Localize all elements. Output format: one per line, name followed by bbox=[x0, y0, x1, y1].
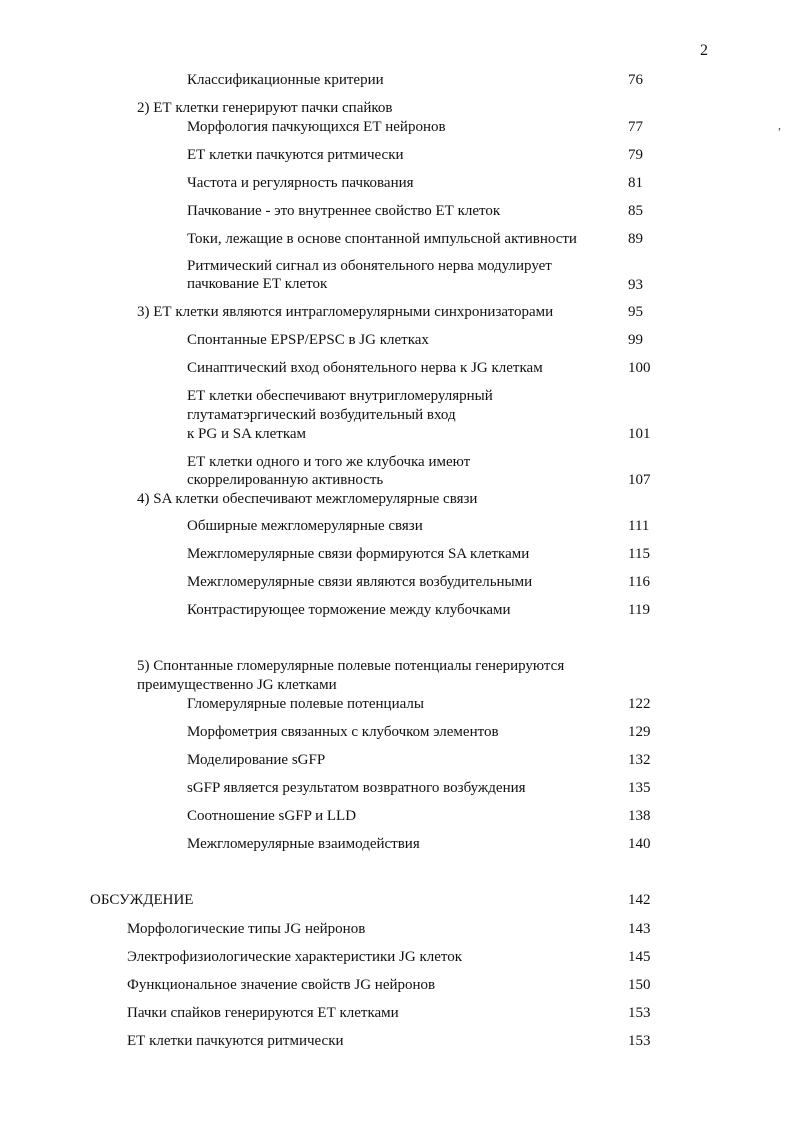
toc-entry-title: Межгломерулярные связи формируются SA клетками bbox=[187, 546, 530, 562]
toc-entry-title: Морфология пачкующихся ЕТ нейронов bbox=[187, 119, 446, 135]
toc-entry-page: 95 bbox=[628, 304, 643, 320]
toc-entry-page: 76 bbox=[628, 72, 643, 88]
toc-entry-title: Частота и регулярность пачкования bbox=[187, 175, 414, 191]
toc-entry-title: ЕТ клетки пачкуются ритмически bbox=[187, 147, 404, 163]
toc-entry-page: 153 bbox=[628, 1005, 651, 1021]
toc-entry-title: Обширные межгломерулярные связи bbox=[187, 518, 423, 534]
stray-mark: , bbox=[778, 118, 781, 132]
toc-entry-title: ЕТ клетки пачкуются ритмически bbox=[127, 1033, 344, 1049]
toc-entry-title: Соотношение sGFP и LLD bbox=[187, 808, 357, 824]
toc-entry-page: 100 bbox=[628, 360, 651, 376]
toc-entry-page: 111 bbox=[628, 518, 650, 534]
toc-entry-title: Морфологические типы JG нейронов bbox=[127, 921, 366, 937]
toc-entry-page: 77 bbox=[628, 119, 643, 135]
toc-entry-title: Спонтанные EPSP/EPSC в JG клетках bbox=[187, 332, 429, 348]
toc-entry-page: 101 bbox=[628, 426, 651, 442]
toc-entry-page: 143 bbox=[628, 921, 651, 937]
toc-entry-page: 89 bbox=[628, 231, 643, 247]
toc-entry-title: ЕТ клетки обеспечивают внутригломерулярный bbox=[187, 388, 493, 404]
toc-entry-title: Электрофизиологические характеристики JG клеток bbox=[127, 949, 463, 965]
toc-entry-page: 79 bbox=[628, 147, 643, 163]
page-number: 2 bbox=[700, 42, 708, 59]
toc-entry-title: Функциональное значение свойств JG нейронов bbox=[127, 977, 436, 993]
toc-section-heading: 4) SA клетки обеспечивают межгломерулярные связи bbox=[137, 491, 478, 507]
toc-entry-page: 85 bbox=[628, 203, 643, 219]
toc-entry-title-continued: пачкование ЕТ клеток bbox=[187, 276, 328, 292]
toc-section-heading: 5) Спонтанные гломерулярные полевые потенциалы генерируются bbox=[137, 658, 565, 674]
toc-entry-title: ЕТ клетки одного и того же клубочка имеют bbox=[187, 454, 471, 470]
toc-entry-title: Токи, лежащие в основе спонтанной импульсной активности bbox=[187, 231, 577, 247]
toc-entry-title: Моделирование sGFP bbox=[187, 752, 326, 768]
toc-entry-page: 93 bbox=[628, 277, 643, 293]
toc-entry-page: 138 bbox=[628, 808, 651, 824]
toc-entry-title: Контрастирующее торможение между клубочками bbox=[187, 602, 511, 618]
toc-entry-title: Межгломерулярные связи являются возбудительными bbox=[187, 574, 533, 590]
toc-entry-title: Классификационные критерии bbox=[187, 72, 384, 88]
toc-entry-title: sGFP является результатом возвратного возбуждения bbox=[187, 780, 526, 796]
toc-entry-title: Ритмический сигнал из обонятельного нерва модулирует bbox=[187, 258, 552, 274]
toc-entry-page: 150 bbox=[628, 977, 651, 993]
toc-entry-page: 115 bbox=[628, 546, 650, 562]
toc-entry-title: Морфометрия связанных с клубочком элементов bbox=[187, 724, 499, 740]
toc-entry-page: 140 bbox=[628, 836, 651, 852]
toc-entry-page: 116 bbox=[628, 574, 650, 590]
toc-entry-page: 145 bbox=[628, 949, 651, 965]
toc-section-heading-continued: преимущественно JG клетками bbox=[137, 677, 337, 693]
toc-entry-page: 142 bbox=[628, 892, 651, 908]
toc-entry-page: 135 bbox=[628, 780, 651, 796]
toc-entry-page: 132 bbox=[628, 752, 651, 768]
toc-entry-title-continued: к PG и SA клеткам bbox=[187, 426, 307, 442]
toc-entry-title: Пачкование - это внутреннее свойство ЕТ клеток bbox=[187, 203, 501, 219]
toc-entry-page: 153 bbox=[628, 1033, 651, 1049]
toc-entry-title: Синаптический вход обонятельного нерва к JG клеткам bbox=[187, 360, 543, 376]
toc-entry-page: 119 bbox=[628, 602, 650, 618]
toc-section-heading: 3) ЕТ клетки являются интрагломерулярными синхронизаторами bbox=[137, 304, 554, 320]
toc-section-heading: 2) ЕТ клетки генерируют пачки спайков bbox=[137, 100, 393, 116]
toc-entry-title: Гломерулярные полевые потенциалы bbox=[187, 696, 424, 712]
toc-entry-page: 129 bbox=[628, 724, 651, 740]
toc-entry-page: 81 bbox=[628, 175, 643, 191]
toc-entry-title-continued: скоррелированную активность bbox=[187, 472, 384, 488]
toc-chapter-heading: ОБСУЖДЕНИЕ bbox=[90, 892, 194, 908]
toc-entry-title-continued: глутаматэргический возбудительный вход bbox=[187, 407, 456, 423]
toc-entry-title: Пачки спайков генерируются ЕТ клетками bbox=[127, 1005, 399, 1021]
toc-entry-page: 122 bbox=[628, 696, 651, 712]
toc-entry-title: Межгломерулярные взаимодействия bbox=[187, 836, 420, 852]
toc-entry-page: 107 bbox=[628, 472, 651, 488]
toc-entry-page: 99 bbox=[628, 332, 643, 348]
